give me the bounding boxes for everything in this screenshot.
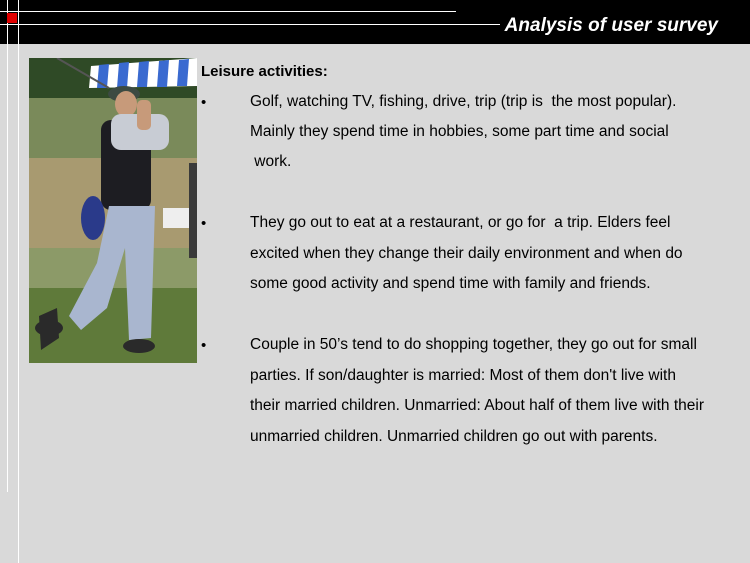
bullet-3-line-3: their married children. Unmarried: About half of them live with their xyxy=(250,397,705,414)
header-rule-top xyxy=(0,11,456,12)
bullet-1-line-1: Golf, watching TV, fishing, drive, trip (trip is the most popular). xyxy=(250,93,677,110)
bullet-1-line-2: Mainly they spend time in hobbies, some part time and social xyxy=(250,123,669,140)
golfer-photo xyxy=(29,58,197,363)
bullet-marker: • xyxy=(201,94,207,111)
section-heading: Leisure activities: xyxy=(201,63,328,80)
bullet-3-line-4: unmarried children. Unmarried children go out with parents. xyxy=(250,428,658,445)
bullet-2-line-1: They go out to eat at a restaurant, or go for a trip. Elders feel xyxy=(250,214,671,231)
bullet-3-line-2: parties. If son/daughter is married: Most of them don't live with xyxy=(250,367,676,384)
bullet-marker: • xyxy=(201,215,207,232)
bullet-3-line-1: Couple in 50’s tend to do shopping together, they go out for small xyxy=(250,336,697,353)
bullet-2-line-2: excited when they change their daily environment and when do xyxy=(250,245,683,262)
left-rule-inner xyxy=(18,0,19,563)
header-rule-bottom xyxy=(0,24,500,25)
page-title: Analysis of user survey xyxy=(504,15,718,36)
accent-square xyxy=(7,13,17,23)
left-rule-outer xyxy=(7,0,8,492)
golfer-image xyxy=(29,58,197,363)
bullet-marker: • xyxy=(201,337,207,354)
bullet-1-line-3: work. xyxy=(250,153,292,170)
bullet-2-line-3: some good activity and spend time with family and friends. xyxy=(250,275,651,292)
